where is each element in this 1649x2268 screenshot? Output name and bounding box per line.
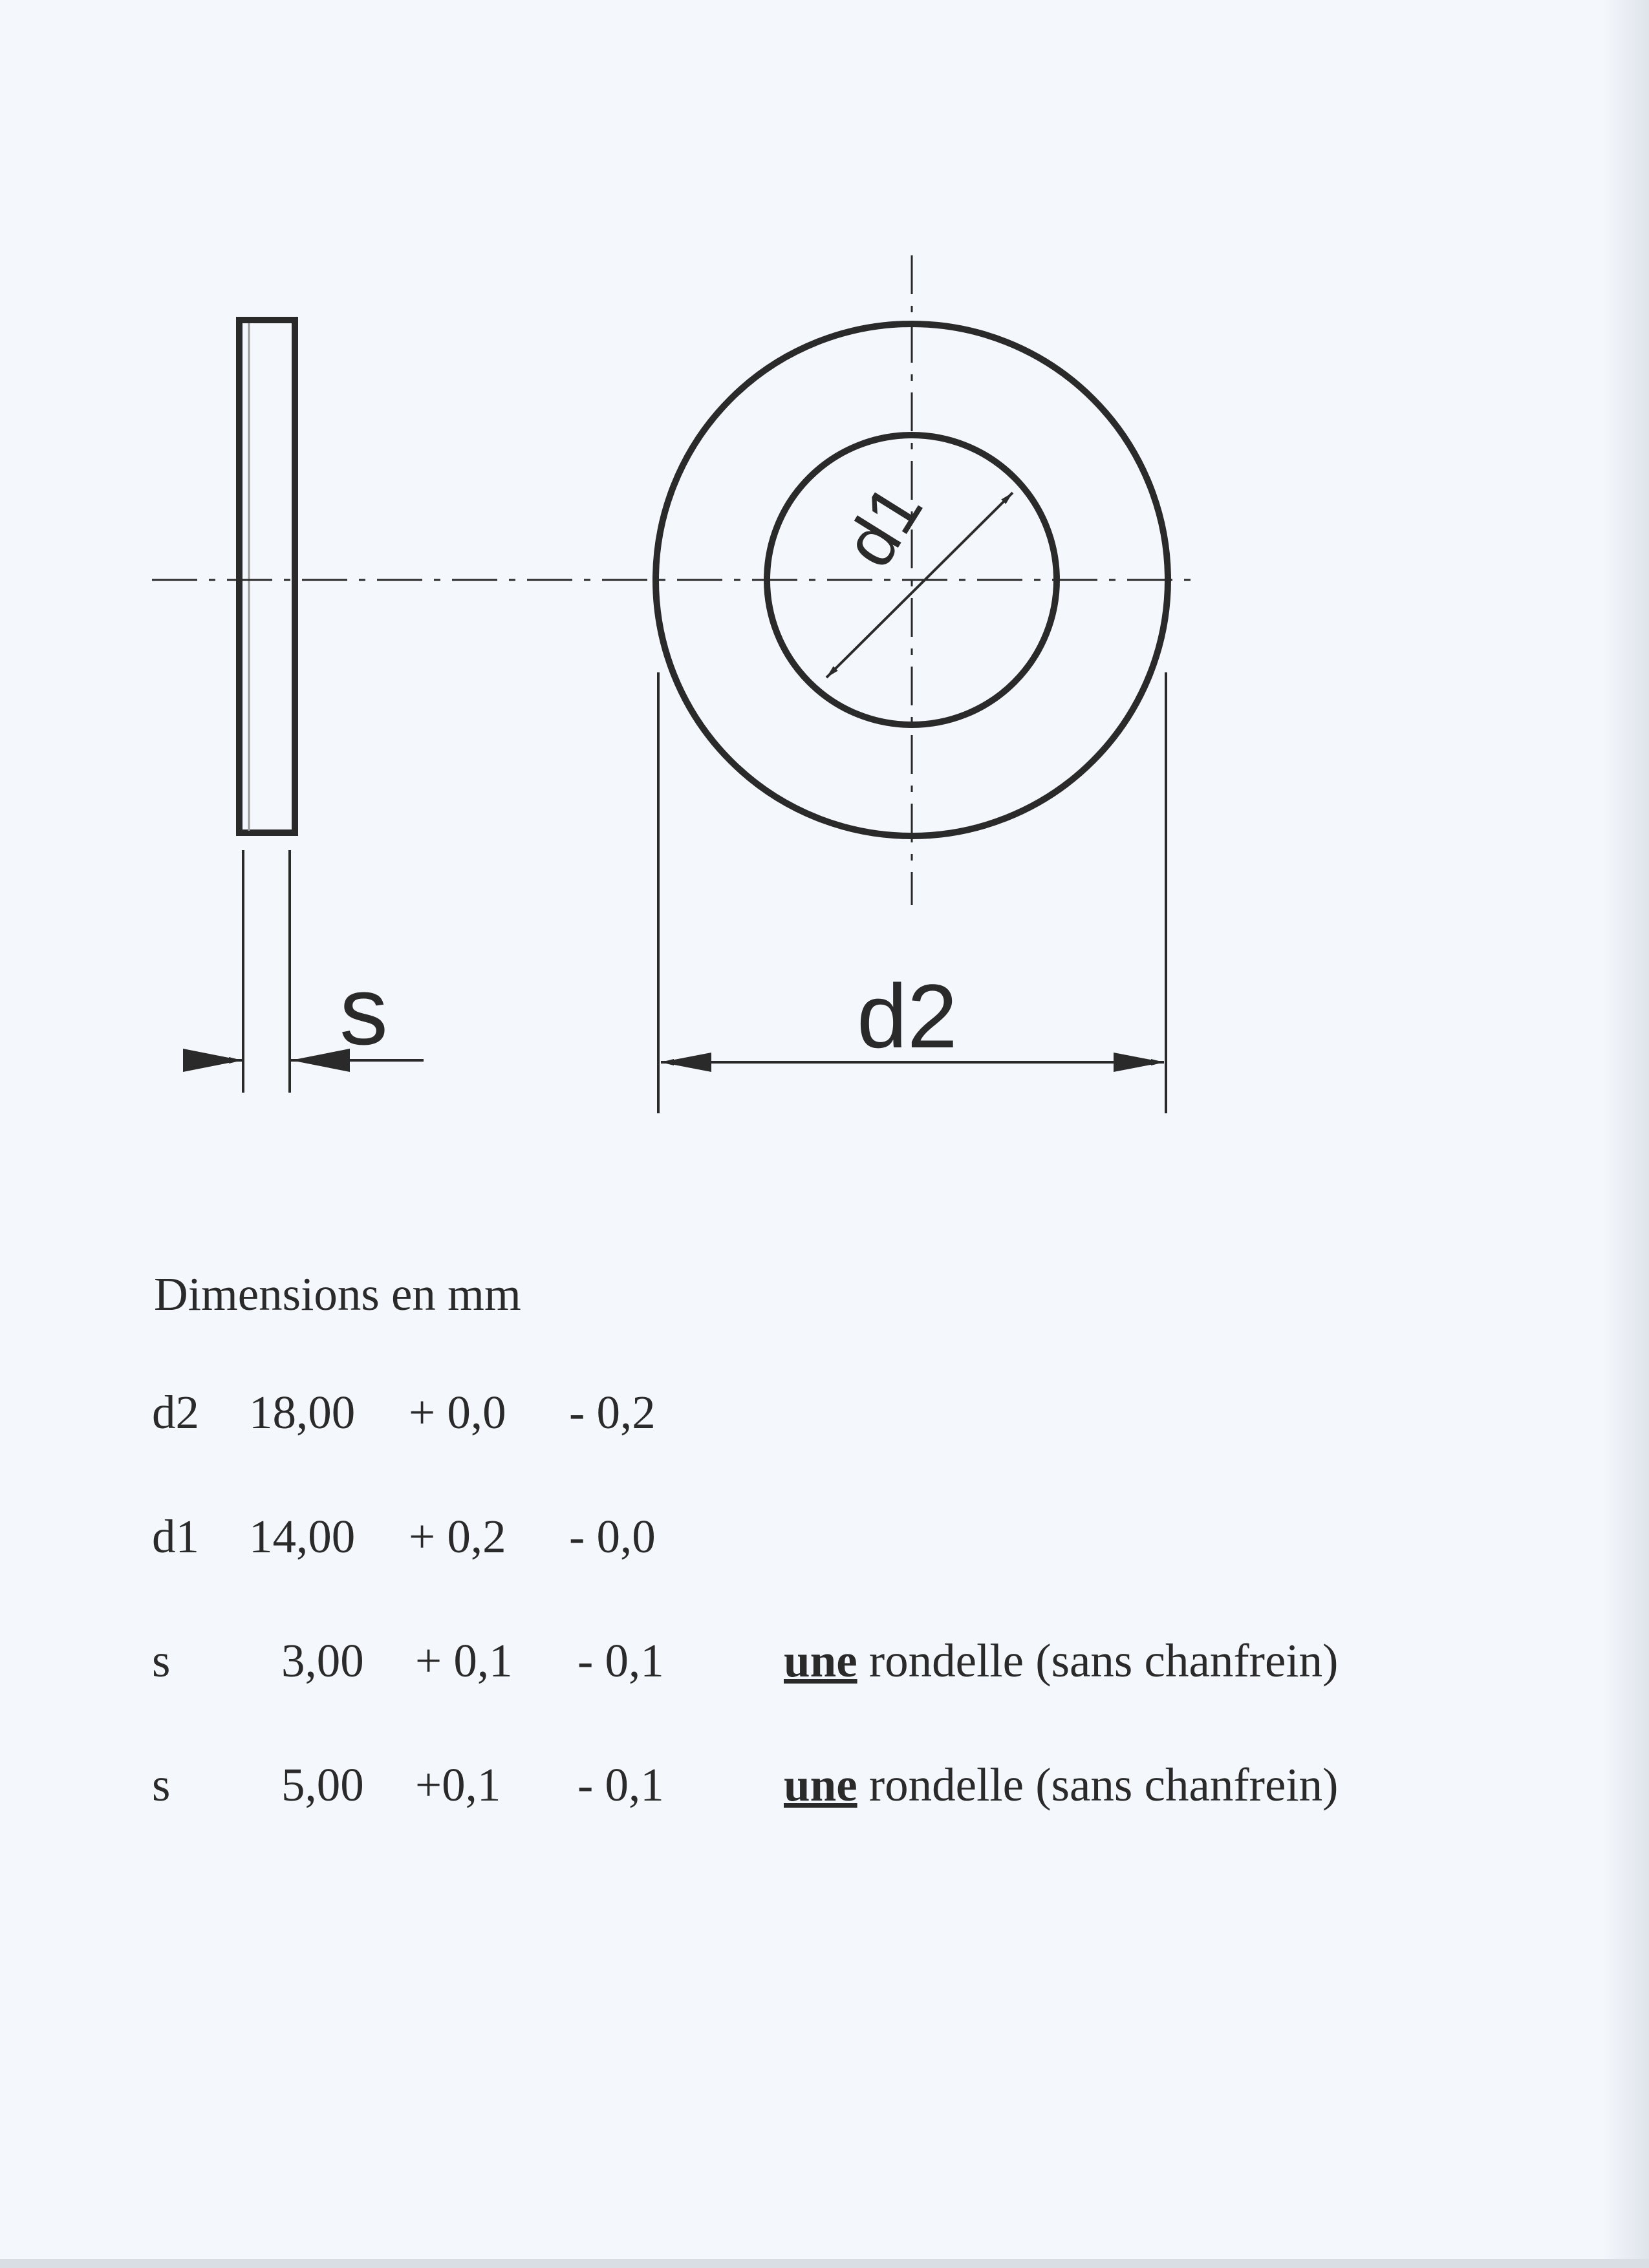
row-note [784, 1759, 1339, 1811]
s-label: s [339, 956, 388, 1065]
d1-label: d1 [828, 471, 938, 581]
row-plus-tolerance: + 0,2 [409, 1510, 506, 1563]
row-nominal: 18,00 [249, 1386, 356, 1439]
row-symbol: s [152, 1759, 171, 1811]
row-symbol: d2 [152, 1386, 199, 1439]
note-text: rondelle (sans chanfrein) [857, 1759, 1339, 1811]
scan-edge-shadow [1604, 0, 1649, 2268]
washer-side-view [239, 320, 295, 833]
row-symbol: s [152, 1634, 171, 1687]
row-nominal: 3,00 [281, 1634, 364, 1687]
row-minus-tolerance: - 0,1 [577, 1759, 664, 1811]
note-text: rondelle (sans chanfrein) [857, 1634, 1339, 1687]
row-minus-tolerance: - 0,1 [577, 1634, 664, 1687]
s-arrow-left [183, 1049, 242, 1072]
row-symbol: d1 [152, 1510, 199, 1563]
row-note [784, 1634, 1339, 1687]
scan-bottom-edge [0, 2259, 1649, 2268]
note-emphasis: une [784, 1634, 857, 1687]
row-plus-tolerance: + 0,0 [409, 1386, 506, 1439]
row-nominal: 5,00 [281, 1759, 364, 1811]
row-plus-tolerance: + 0,1 [415, 1634, 513, 1687]
row-nominal: 14,00 [249, 1510, 356, 1563]
row-plus-tolerance: +0,1 [415, 1759, 501, 1811]
note-emphasis: une [784, 1759, 857, 1811]
row-minus-tolerance: - 0,0 [569, 1510, 656, 1563]
dimensions-heading: Dimensions en mm [154, 1268, 521, 1320]
row-minus-tolerance: - 0,2 [569, 1386, 656, 1439]
d2-label: d2 [857, 965, 958, 1067]
